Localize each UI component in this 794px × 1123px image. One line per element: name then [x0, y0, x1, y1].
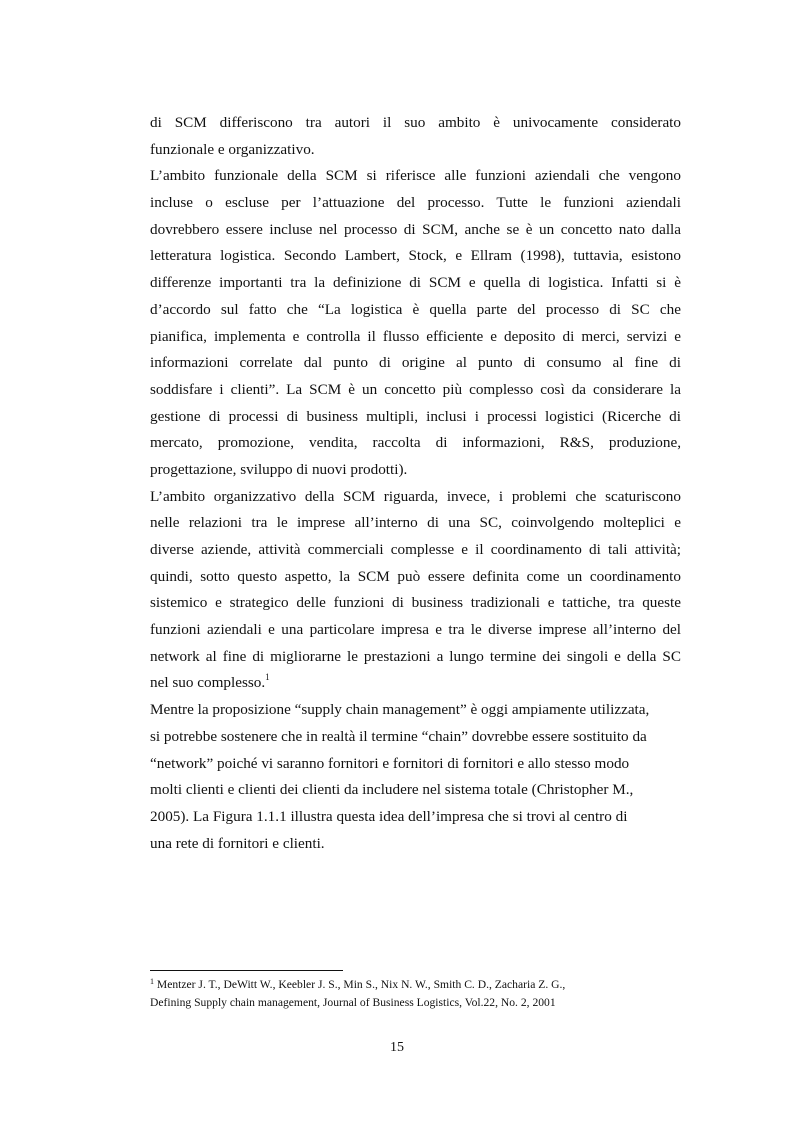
text-line: diverse aziende, attività commerciali complesse e il coordinamento di tali attività;: [150, 541, 681, 558]
text-line: “network” poiché vi saranno fornitori e fornitori di fornitori e allo stesso modo: [150, 754, 630, 772]
footnote-line: [150, 976, 710, 994]
text-line-content: nel suo complesso.: [150, 674, 266, 692]
page-number: 15: [390, 1040, 404, 1055]
text-line: pianifica, implementa e controlla il flusso efficiente e deposito di merci, servizi e: [150, 327, 681, 345]
footnote-line: Defining Supply chain management, Journal of Business Logistics, Vol.22, No. 2, 2001: [150, 996, 556, 1009]
text-line: L’ambito organizzativo della SCM riguarda, invece, i problemi che scaturiscono: [150, 487, 681, 505]
text-line: mercato, promozione, vendita, raccolta di informazioni, R&S, produzione,: [150, 434, 681, 452]
text-line: soddisfare i clienti”. La SCM è un concetto più complesso così da considerare la: [150, 380, 681, 398]
text-line: L’ambito funzionale della SCM si riferisce alle funzioni aziendali che vengono: [150, 167, 681, 185]
text-line: di SCM differiscono tra autori il suo ambito è univocamente considerato: [150, 114, 681, 131]
text-line: letteratura logistica. Secondo Lambert, Stock, e Ellram (1998), tuttavia, esistono: [150, 247, 681, 265]
footnote-reference[interactable]: 1: [265, 672, 270, 683]
text-line: sistemico e strategico delle funzioni di business tradizionali e tattiche, tra queste: [150, 594, 681, 612]
text-line: incluse o escluse per l’attuazione del processo. Tutte le funzioni aziendali: [150, 194, 681, 212]
text-line: d’accordo sul fatto che “La logistica è quella parte del processo di SC che: [150, 300, 681, 318]
text-line: Mentre la proposizione “supply chain management” è oggi ampiamente utilizzata,: [150, 701, 650, 719]
text-line: differenze importanti tra la definizione di SCM e quella di logistica. Infatti si è: [150, 274, 681, 292]
footnote-number: 1: [150, 977, 154, 986]
text-line: molti clienti e clienti dei clienti da includere nel sistema totale (Christopher M.,: [150, 781, 634, 799]
footnote-divider: [150, 970, 343, 971]
text-line: funzioni aziendali e una particolare impresa e tra le diverse imprese all’interno del: [150, 621, 681, 639]
text-line: si potrebbe sostenere che in realtà il termine “chain” dovrebbe essere sostituito da: [150, 727, 647, 745]
text-line: dovrebbero essere incluse nel processo di SCM, anche se è un concetto nato dalla: [150, 220, 681, 238]
text-line: nelle relazioni tra le imprese all’interno di una SC, coinvolgendo molteplici e: [150, 514, 681, 532]
text-line: gestione di processi di business multipli, inclusi i processi logistici (Ricerche di: [150, 407, 681, 425]
footnote: [150, 976, 710, 1011]
text-line: funzionale e organizzativo.: [150, 140, 315, 158]
text-line: progettazione, sviluppo di nuovi prodotti).: [150, 460, 408, 478]
footnote-text: Mentzer J. T., DeWitt W., Keebler J. S., Min S., Nix N. W., Smith C. D., Zacharia Z. G.,: [156, 978, 566, 991]
body-text: [150, 110, 681, 857]
text-line: una rete di fornitori e clienti.: [150, 834, 325, 852]
text-line: [150, 670, 681, 697]
text-line: network al fine di migliorarne le prestazioni a lungo termine dei singoli e della SC: [150, 647, 681, 665]
text-line: quindi, sotto questo aspetto, la SCM può essere definita come un coordinamento: [150, 567, 681, 585]
text-line: 2005). La Figura 1.1.1 illustra questa idea dell’impresa che si trovi al centro di: [150, 807, 628, 825]
text-line: informazioni correlate dal punto di origine al punto di consumo al fine di: [150, 354, 681, 372]
